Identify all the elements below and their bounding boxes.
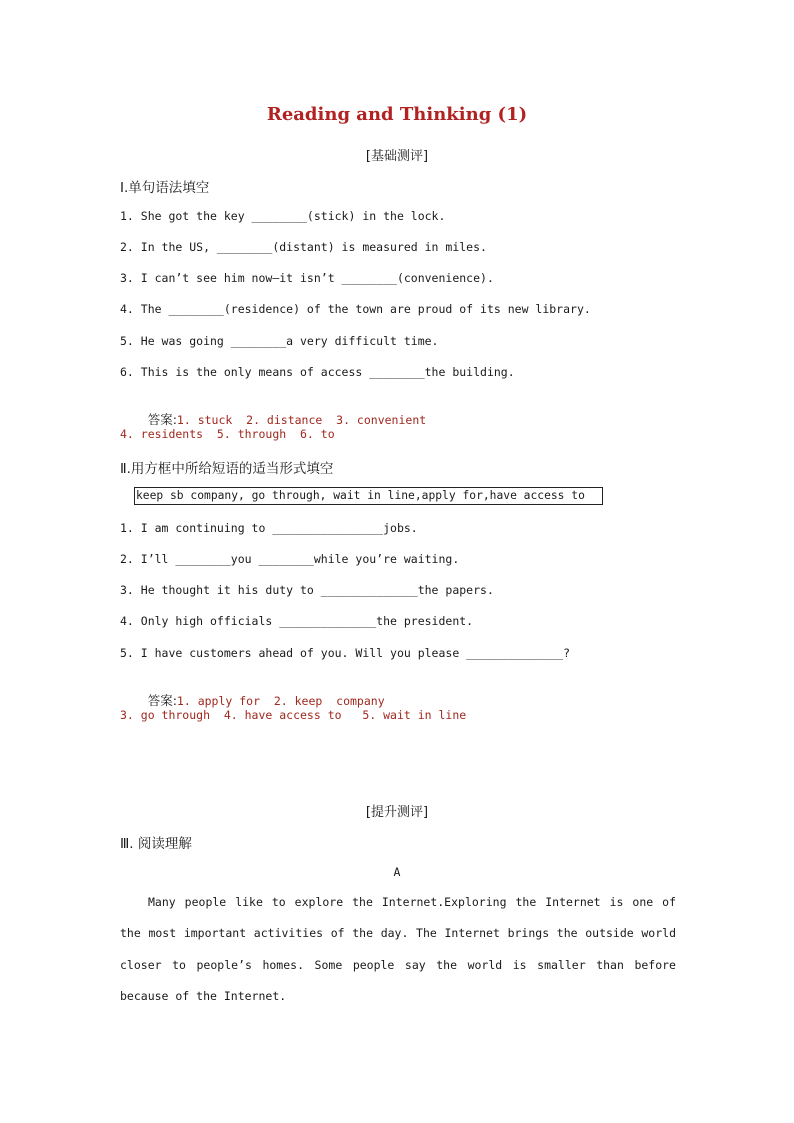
exercise-item: 2. I’ll ________you ________while you’re waiting.	[120, 552, 460, 566]
exercise-item: 5. He was going ________a very difficult time.	[120, 334, 439, 348]
answer-text: 4. residents 5. through 6. to	[120, 427, 335, 441]
section-label-advanced: [提升测评]	[365, 805, 429, 820]
page-title: Reading and Thinking (1)	[266, 104, 528, 125]
reading-passage	[120, 887, 676, 1012]
answer-label: 答案:	[147, 693, 177, 708]
section-label-basic: [基础测评]	[365, 149, 429, 164]
answer-label: 答案:	[147, 412, 177, 427]
exercise-item: 2. In the US, ________(distant) is measured in miles.	[120, 240, 487, 254]
answer-text: 1. apply for 2. keep company	[176, 694, 385, 708]
part1-heading: Ⅰ.单句语法填空	[120, 180, 210, 196]
answer-text: 3. go through 4. have access to 5. wait in line	[120, 708, 467, 722]
part2-heading: Ⅱ.用方框中所给短语的适当形式填空	[120, 461, 334, 477]
exercise-item: 1. I am continuing to ________________jobs.	[120, 521, 418, 535]
exercise-item: 3. He thought it his duty to ______________the papers.	[120, 583, 494, 597]
passage-label: A	[393, 865, 401, 879]
exercise-item: 4. Only high officials ______________the president.	[120, 614, 474, 628]
phrase-box: keep sb company, go through, wait in line,apply for,have access to	[134, 487, 603, 505]
answer-text: 1. stuck 2. distance 3. convenient	[176, 413, 427, 427]
passage-paragraph: Many people like to explore the Internet.Exploring the Internet is one of the most important activities of the day. The Internet brings the outside world closer to people’s homes. Some people say the world is smaller than before because of the Internet.	[120, 895, 676, 1003]
exercise-item: 1. She got the key ________(stick) in the lock.	[120, 209, 446, 223]
part3-heading: Ⅲ. 阅读理解	[120, 836, 192, 852]
exercise-item: 3. I can’t see him now—it isn’t ________(convenience).	[120, 271, 494, 285]
exercise-item: 6. This is the only means of access ________the building.	[120, 365, 515, 379]
exercise-item: 5. I have customers ahead of you. Will you please ______________?	[120, 646, 571, 660]
exercise-item: 4. The ________(residence) of the town are proud of its new library.	[120, 302, 591, 316]
